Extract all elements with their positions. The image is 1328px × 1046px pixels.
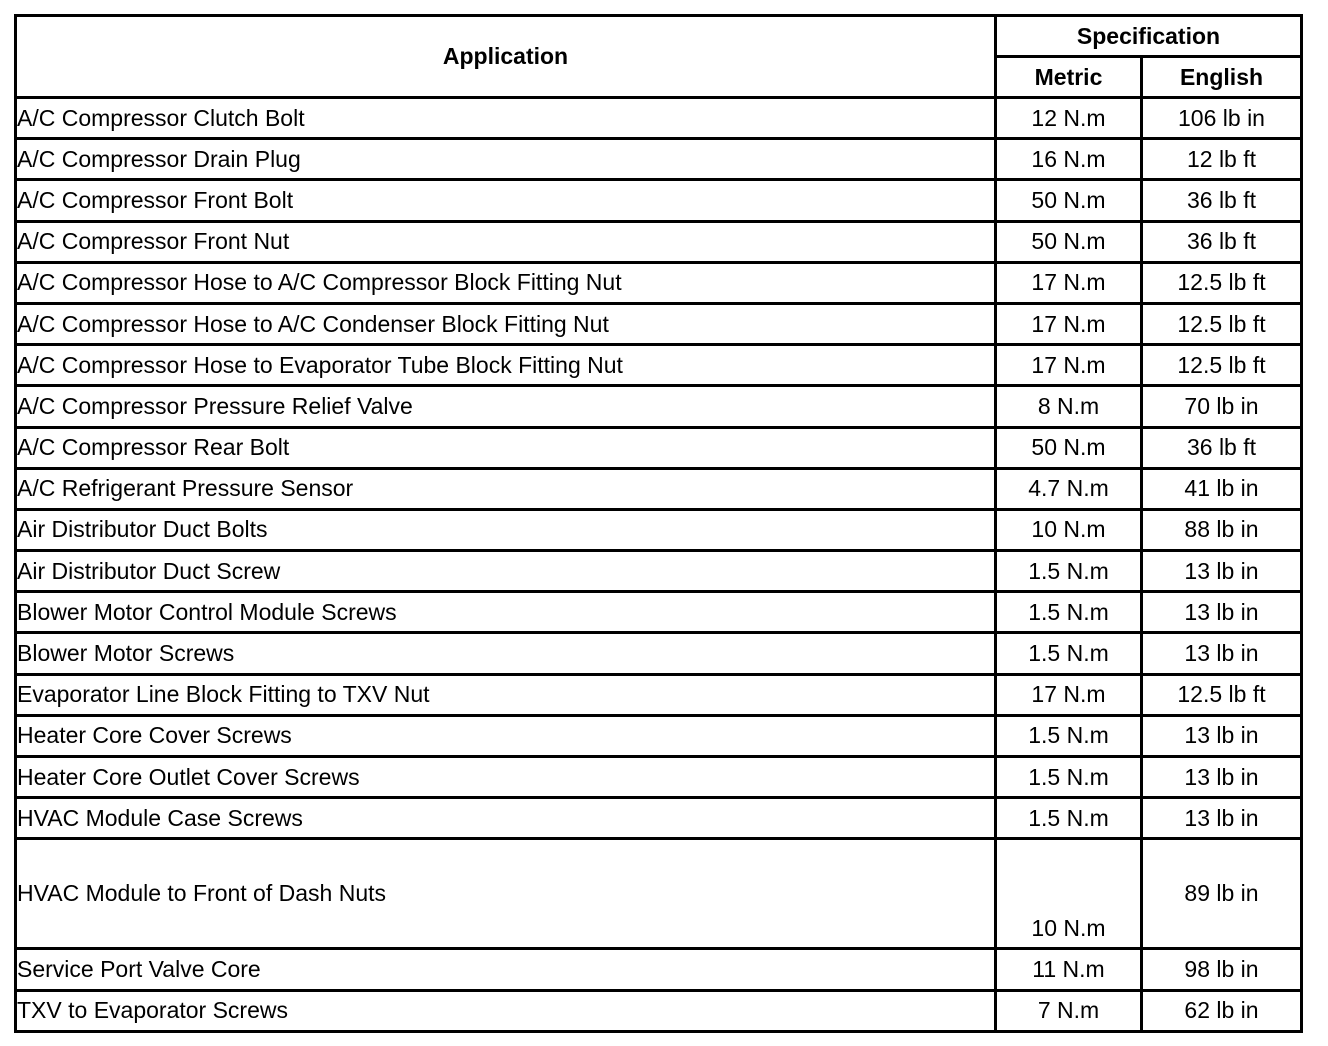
table-row xyxy=(16,345,1302,386)
metric-cell: 1.5 N.m xyxy=(996,715,1142,756)
english-cell: 36 lb ft xyxy=(1142,180,1302,221)
english-cell: 12.5 lb ft xyxy=(1142,674,1302,715)
application-cell: A/C Compressor Drain Plug xyxy=(16,139,996,180)
application-cell: Heater Core Outlet Cover Screws xyxy=(16,757,996,798)
english-cell: 41 lb in xyxy=(1142,468,1302,509)
metric-cell: 16 N.m xyxy=(996,139,1142,180)
application-cell: Blower Motor Control Module Screws xyxy=(16,592,996,633)
metric-cell: 10 N.m xyxy=(996,509,1142,550)
english-cell: 13 lb in xyxy=(1142,592,1302,633)
english-cell: 88 lb in xyxy=(1142,509,1302,550)
application-cell: A/C Refrigerant Pressure Sensor xyxy=(16,468,996,509)
table-row xyxy=(16,509,1302,550)
table-row xyxy=(16,551,1302,592)
table-row xyxy=(16,98,1302,139)
table-row xyxy=(16,303,1302,344)
application-cell: A/C Compressor Hose to A/C Compressor Block Fitting Nut xyxy=(16,262,996,303)
english-header: English xyxy=(1142,57,1302,98)
english-cell: 13 lb in xyxy=(1142,715,1302,756)
english-cell: 70 lb in xyxy=(1142,386,1302,427)
application-cell: A/C Compressor Front Nut xyxy=(16,221,996,262)
application-cell: Evaporator Line Block Fitting to TXV Nut xyxy=(16,674,996,715)
application-cell: Blower Motor Screws xyxy=(16,633,996,674)
table-header xyxy=(16,16,1302,98)
table-row xyxy=(16,427,1302,468)
application-cell: Heater Core Cover Screws xyxy=(16,715,996,756)
metric-cell: 50 N.m xyxy=(996,221,1142,262)
metric-cell: 17 N.m xyxy=(996,674,1142,715)
english-cell: 12 lb ft xyxy=(1142,139,1302,180)
application-cell: A/C Compressor Hose to Evaporator Tube Block Fitting Nut xyxy=(16,345,996,386)
english-cell: 12.5 lb ft xyxy=(1142,345,1302,386)
application-cell: Service Port Valve Core xyxy=(16,949,996,990)
metric-cell: 8 N.m xyxy=(996,386,1142,427)
metric-cell: 17 N.m xyxy=(996,303,1142,344)
torque-spec-table xyxy=(14,14,1303,1033)
table-row xyxy=(16,386,1302,427)
application-cell: A/C Compressor Rear Bolt xyxy=(16,427,996,468)
table-body xyxy=(16,98,1302,1032)
english-cell: 62 lb in xyxy=(1142,990,1302,1031)
application-cell: HVAC Module to Front of Dash Nuts xyxy=(16,839,996,949)
english-cell: 106 lb in xyxy=(1142,98,1302,139)
metric-cell: 7 N.m xyxy=(996,990,1142,1031)
metric-cell: 1.5 N.m xyxy=(996,592,1142,633)
english-cell: 36 lb ft xyxy=(1142,221,1302,262)
application-cell: A/C Compressor Pressure Relief Valve xyxy=(16,386,996,427)
metric-cell: 11 N.m xyxy=(996,949,1142,990)
metric-cell: 50 N.m xyxy=(996,180,1142,221)
application-cell: A/C Compressor Front Bolt xyxy=(16,180,996,221)
table-row xyxy=(16,839,1302,949)
application-cell: TXV to Evaporator Screws xyxy=(16,990,996,1031)
metric-cell: 1.5 N.m xyxy=(996,798,1142,839)
table-row xyxy=(16,715,1302,756)
table-row xyxy=(16,633,1302,674)
table-row xyxy=(16,757,1302,798)
metric-cell: 12 N.m xyxy=(996,98,1142,139)
table-row xyxy=(16,674,1302,715)
table-row xyxy=(16,180,1302,221)
metric-cell: 1.5 N.m xyxy=(996,633,1142,674)
table-row xyxy=(16,221,1302,262)
english-cell: 12.5 lb ft xyxy=(1142,303,1302,344)
metric-cell: 1.5 N.m xyxy=(996,551,1142,592)
table-row xyxy=(16,798,1302,839)
english-cell: 36 lb ft xyxy=(1142,427,1302,468)
metric-cell: 10 N.m xyxy=(996,839,1142,949)
metric-cell: 1.5 N.m xyxy=(996,757,1142,798)
metric-cell: 4.7 N.m xyxy=(996,468,1142,509)
specification-header: Specification xyxy=(996,16,1302,57)
table-row xyxy=(16,592,1302,633)
table-row xyxy=(16,949,1302,990)
english-cell: 13 lb in xyxy=(1142,798,1302,839)
english-cell: 13 lb in xyxy=(1142,551,1302,592)
english-cell: 13 lb in xyxy=(1142,757,1302,798)
table-row xyxy=(16,468,1302,509)
english-cell: 98 lb in xyxy=(1142,949,1302,990)
table-row xyxy=(16,990,1302,1031)
english-cell: 13 lb in xyxy=(1142,633,1302,674)
table-row xyxy=(16,262,1302,303)
table-row xyxy=(16,139,1302,180)
metric-cell: 50 N.m xyxy=(996,427,1142,468)
metric-header: Metric xyxy=(996,57,1142,98)
application-cell: A/C Compressor Hose to A/C Condenser Block Fitting Nut xyxy=(16,303,996,344)
application-cell: Air Distributor Duct Screw xyxy=(16,551,996,592)
application-cell: HVAC Module Case Screws xyxy=(16,798,996,839)
english-cell: 12.5 lb ft xyxy=(1142,262,1302,303)
metric-cell: 17 N.m xyxy=(996,262,1142,303)
application-header: Application xyxy=(16,16,996,98)
application-cell: A/C Compressor Clutch Bolt xyxy=(16,98,996,139)
english-cell: 89 lb in xyxy=(1142,839,1302,949)
metric-cell: 17 N.m xyxy=(996,345,1142,386)
application-cell: Air Distributor Duct Bolts xyxy=(16,509,996,550)
